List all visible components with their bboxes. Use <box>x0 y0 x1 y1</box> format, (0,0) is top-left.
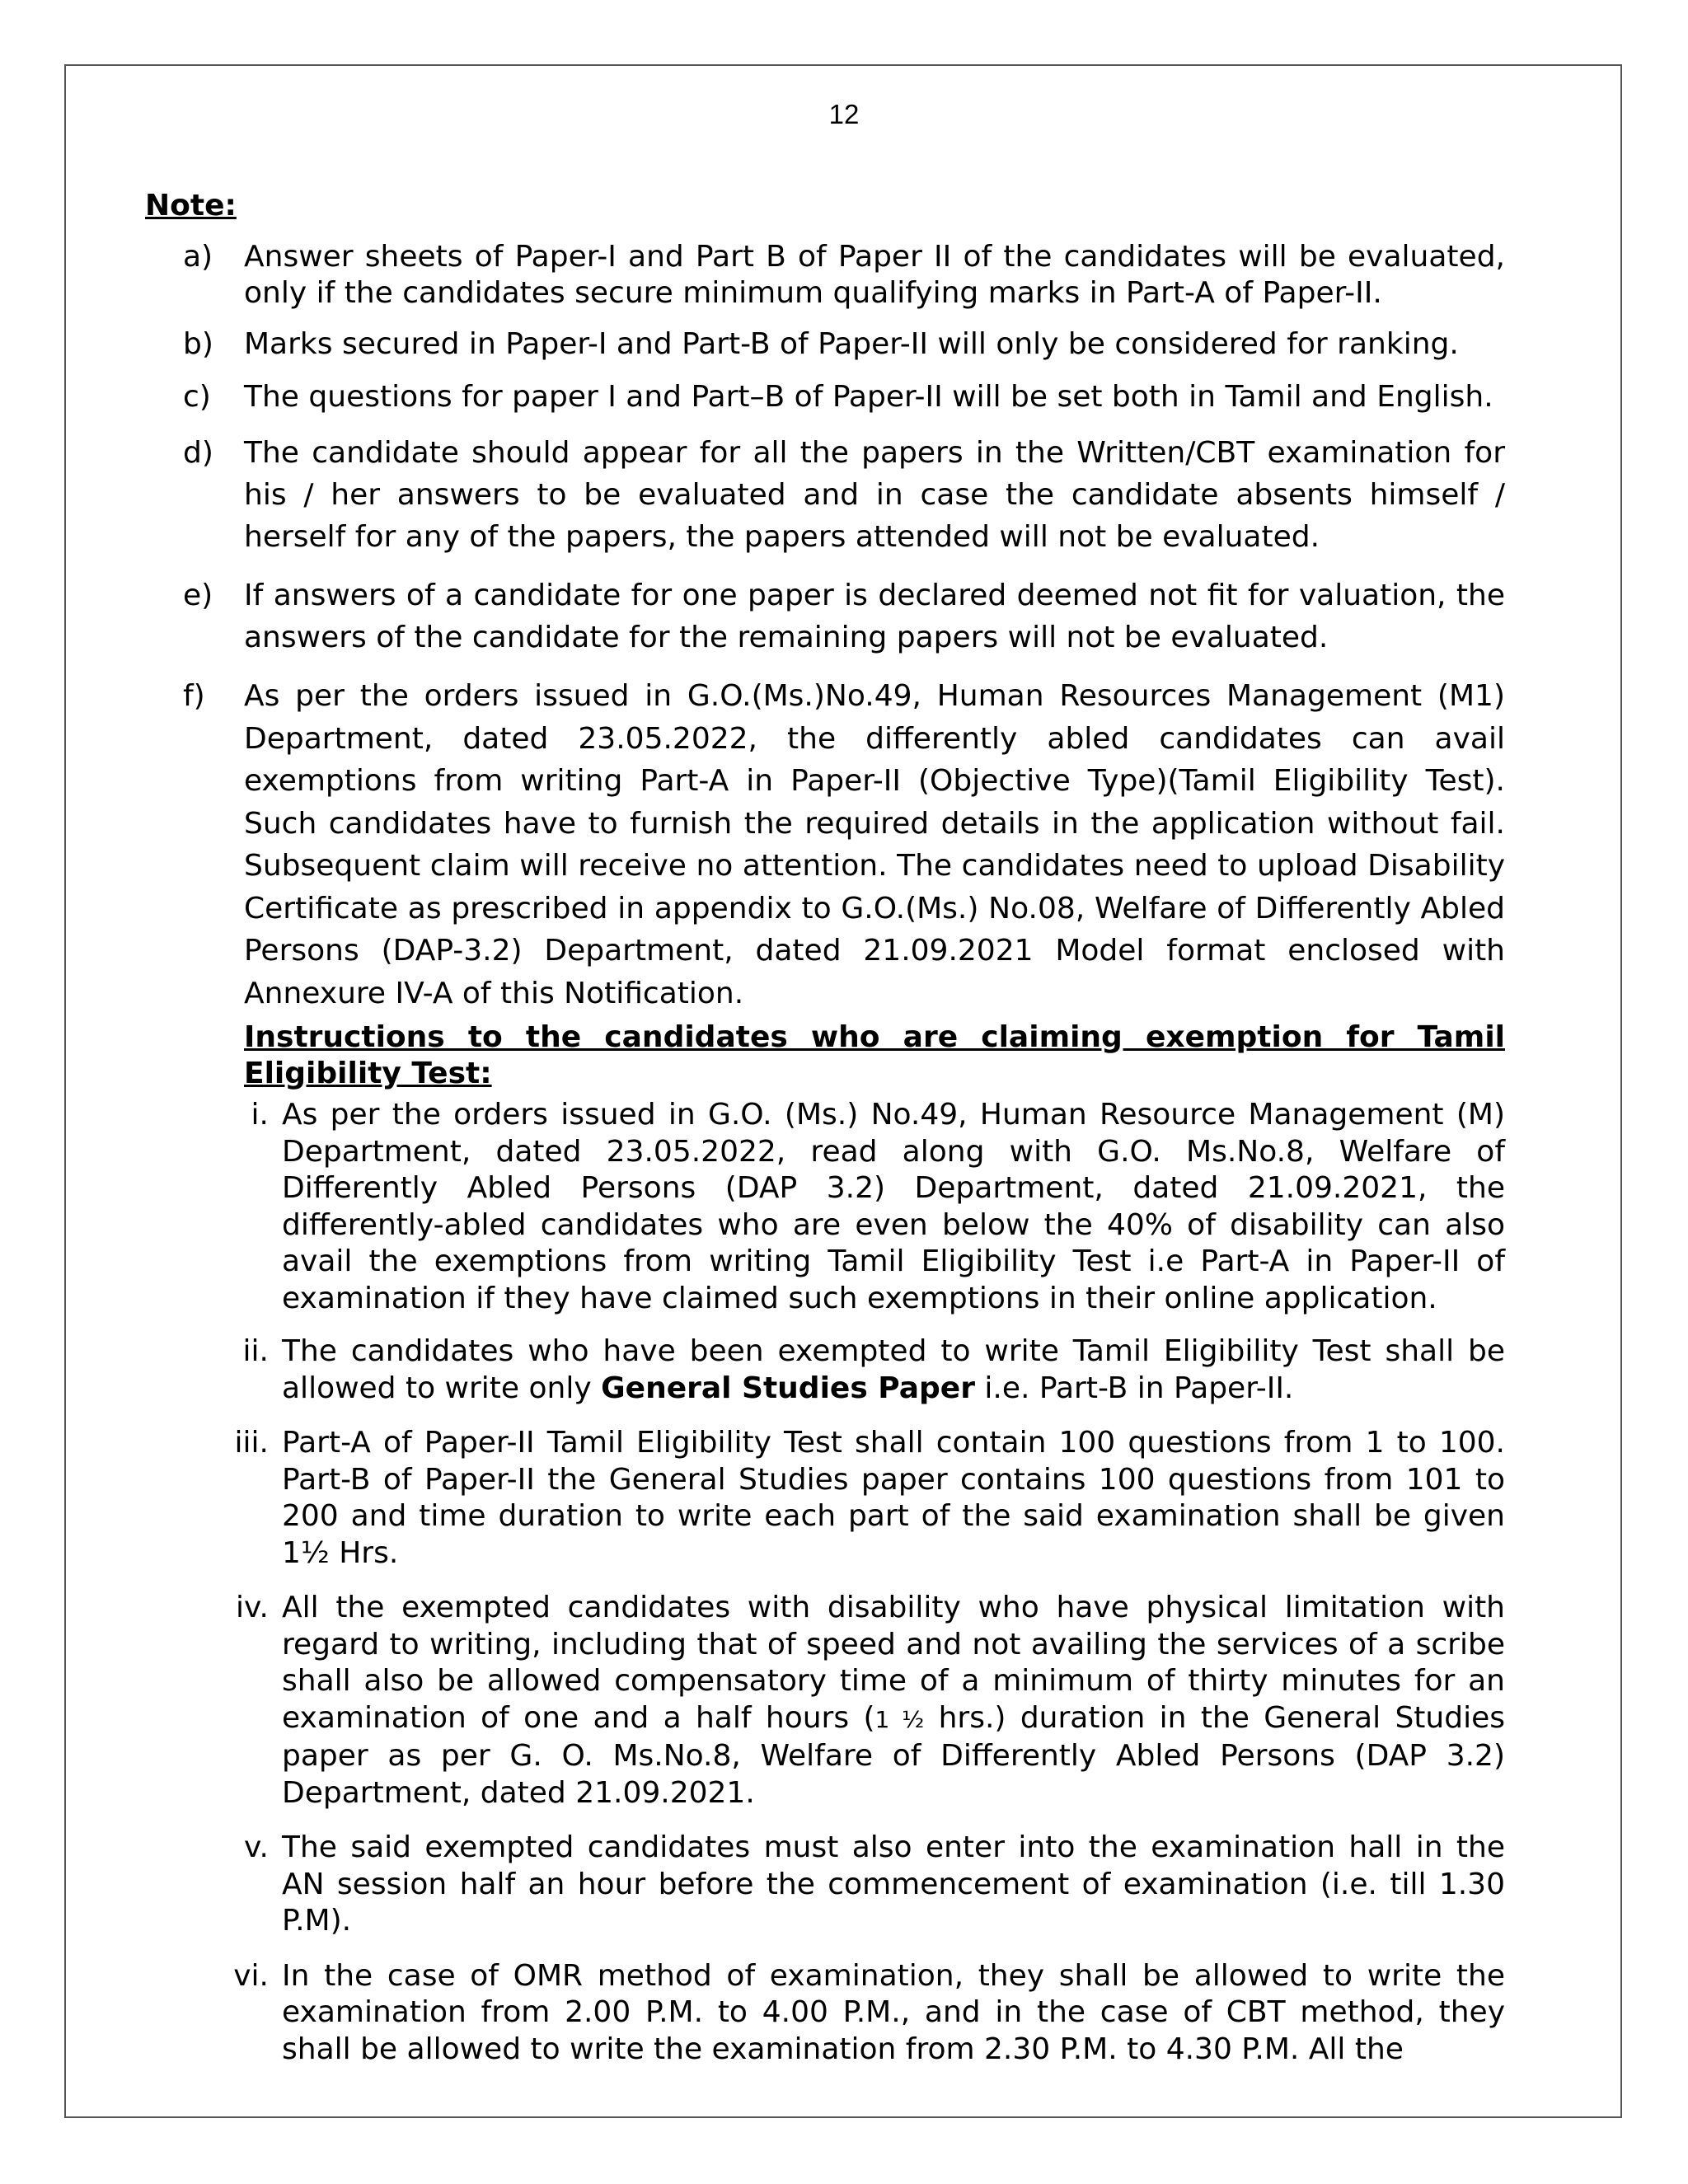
instruction-label: vi. <box>233 1958 269 1993</box>
instruction-label: v. <box>244 1830 269 1864</box>
instruction-text <box>282 1590 1505 1811</box>
note-item-a <box>145 239 1505 312</box>
instructions-heading: Instructions to the candidates who are claiming exemption for Tamil Eligibility Test: <box>244 1020 1505 1090</box>
instruction-text-part: All the exempted candidates with disability who have physical limitation with regard to writing, including that of speed and not availing the services of a scribe shall also be allowed compensatory time of a minimum of thirty minutes for an examination of one and a half hours ( <box>282 1591 1505 1735</box>
instruction-item-iii <box>145 1425 1505 1572</box>
note-item-label: a) <box>183 240 213 274</box>
note-item-b <box>145 326 1505 363</box>
instruction-item-vi <box>145 1958 1505 2069</box>
instruction-text: As per the orders issued in G.O. (Ms.) No.49, Human Resource Management (M) Department, dated 23.05.2022, read along with G.O. Ms.No.8, Welfare of Differently Abled Persons (DAP 3.2) Department, dated 21.09.2021, the differently-abled candidates who are even below the 40% of disability can also avail the exemptions from writing Tamil Eligibility Test i.e Part-A in Paper-II of examination if they have claimed such exemptions in their online application. <box>282 1098 1505 1315</box>
instruction-text: Part-A of Paper-II Tamil Eligibility Test shall contain 100 questions from 1 to 100. Part-B of Paper-II the General Studies paper contains 100 questions from 101 to 200 and time duration to write each part of the said examination shall be given 1½ Hrs. <box>282 1426 1505 1570</box>
note-item-text: As per the orders issued in G.O.(Ms.)No.49, Human Resources Management (M1) Department, dated 23.05.2022, the differently abled candidates can avail exemptions from writing Part-A in Paper-II (Objective Type)(Tamil Eligibility Test). Such candidates have to furnish the required details in the application without fail. Subsequent claim will receive no attention. The candidates need to upload Disability Certificate as prescribed in appendix to G.O.(Ms.) No.08, Welfare of Differently Abled Persons (DAP-3.2) Department, dated 21.09.2021 Model format enclosed with Annexure IV-A of this Notification. <box>244 679 1505 1010</box>
instruction-item-iv <box>145 1590 1505 1811</box>
note-item-d <box>145 432 1505 558</box>
instruction-text-part: i.e. Part-B in Paper-II. <box>974 1371 1294 1405</box>
note-item-label: e) <box>183 579 213 612</box>
note-heading: Note: <box>145 189 237 223</box>
note-item-text: The candidate should appear for all the papers in the Written/CBT examination for his / her answers to be evaluated and in case the candidate absents himself / herself for any of the papers, the papers attended will not be evaluated. <box>244 436 1505 554</box>
instruction-label: ii. <box>242 1334 269 1368</box>
instruction-text-part: The candidates who have been exempted to write Tamil Eligibility Test shall be allowed to write only <box>282 1334 1505 1405</box>
note-item-text: Answer sheets of Paper-I and Part B of Paper II of the candidates will be evaluated, only if the candidates secure minimum qualifying marks in Part-A of Paper-II. <box>244 240 1505 310</box>
note-item-label: d) <box>183 436 213 470</box>
note-item-c <box>145 379 1505 415</box>
instruction-item-i <box>145 1097 1505 1317</box>
note-item-label: f) <box>183 679 205 713</box>
note-item-label: b) <box>183 327 213 361</box>
note-item-f <box>145 675 1505 1015</box>
note-item-text: If answers of a candidate for one paper is declared deemed not fit for valuation, the answers of the candidate for the remaining papers will not be evaluated. <box>244 579 1505 654</box>
general-studies-paper-emphasis: General Studies Paper <box>601 1371 975 1405</box>
instruction-text: In the case of OMR method of examination, they shall be allowed to write the examination from 2.00 P.M. to 4.00 P.M., and in the case of CBT method, they shall be allowed to write the examination from 2.30 P.M. to 4.30 P.M. All the <box>282 1958 1505 2066</box>
instruction-item-v <box>145 1830 1505 1940</box>
instruction-text-part: hrs.) duration in the General Studies paper as per G. O. Ms.No.8, Welfare of Differently Abled Persons (DAP 3.2) Department, dated 21.09.2021. <box>282 1700 1505 1810</box>
note-item-text: The questions for paper I and Part–B of Paper-II will be set both in Tamil and English. <box>244 380 1493 414</box>
page-number: 12 <box>828 99 860 129</box>
note-item-label: c) <box>183 380 211 414</box>
instruction-text-part: 1 ½ <box>874 1705 925 1733</box>
instruction-item-ii <box>145 1333 1505 1407</box>
note-item-e <box>145 574 1505 658</box>
instruction-label: iv. <box>236 1591 269 1624</box>
instruction-text: The said exempted candidates must also enter into the examination hall in the AN session half an hour before the commencement of examination (i.e. till 1.30 P.M). <box>282 1830 1505 1938</box>
instruction-text <box>282 1333 1505 1407</box>
instruction-label: i. <box>251 1098 269 1132</box>
note-item-text: Marks secured in Paper-I and Part-B of Paper-II will only be considered for ranking. <box>244 327 1459 361</box>
document-content <box>145 188 1505 2068</box>
instruction-label: iii. <box>234 1426 269 1460</box>
